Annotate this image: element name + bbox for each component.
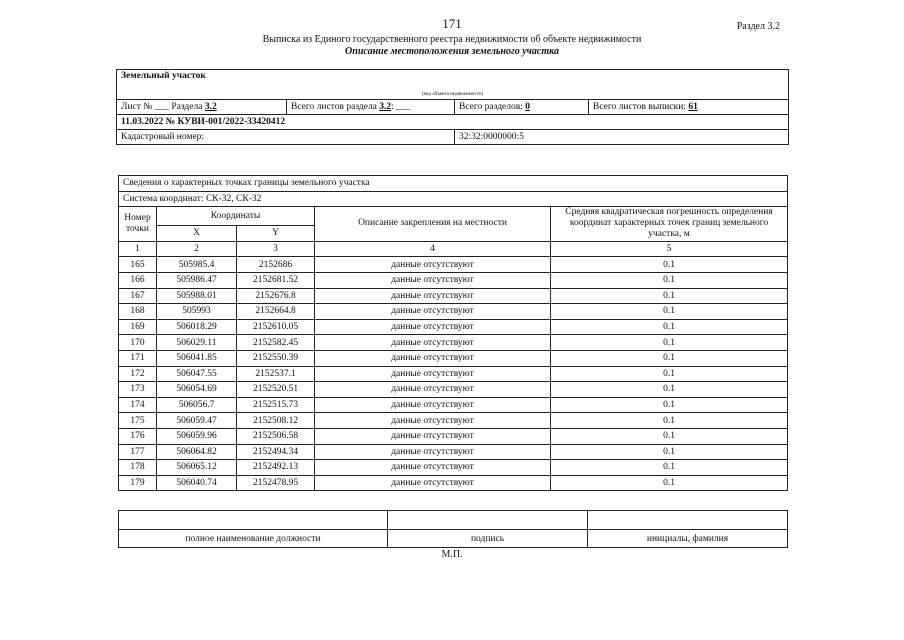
coord-y: 2152494.34 [237, 444, 315, 460]
description: данные отсутствуют [315, 335, 551, 351]
page-number: 171 [442, 16, 462, 31]
coord-y: 2152478.95 [237, 475, 315, 491]
point-number: 177 [119, 444, 157, 460]
error-value: 0.1 [551, 413, 788, 429]
coord-x: 506040.74 [157, 475, 237, 491]
description: данные отсутствуют [315, 288, 551, 304]
coord-y: 2152492.13 [237, 460, 315, 476]
coord-y: 2152508.12 [237, 413, 315, 429]
table-row [119, 335, 788, 351]
coord-y: 2152686 [237, 257, 315, 273]
cadastral-value: 32:32:0000000:5 [455, 130, 789, 145]
sheet-section-value: 3.2 [204, 102, 217, 112]
total-sections-prefix: Всего разделов: [459, 102, 523, 112]
point-number: 168 [119, 304, 157, 320]
coord-x: 505993 [157, 304, 237, 320]
document-subtitle: Выписка из Единого государственного реестра недвижимости об объекте недвижимости [262, 34, 642, 45]
error-value: 0.1 [551, 397, 788, 413]
total-sheets-extract-prefix: Всего листов выписки: [593, 102, 686, 112]
coord-x: 506029.11 [157, 335, 237, 351]
point-number: 167 [119, 288, 157, 304]
table-row [119, 288, 788, 304]
table-row [119, 397, 788, 413]
point-number: 171 [119, 350, 157, 366]
col-num-3: 3 [237, 241, 315, 257]
col-error-header: Средняя квадратическая погрешность определения координат характерных точек границ земельного участка, м [551, 207, 788, 242]
point-number: 173 [119, 382, 157, 398]
description: данные отсутствуют [315, 475, 551, 491]
coord-x: 505988.01 [157, 288, 237, 304]
description: данные отсутствуют [315, 428, 551, 444]
signature-label: подпись [388, 530, 588, 548]
coord-y: 2152537.1 [237, 366, 315, 382]
col-desc-header: Описание закрепления на местности [315, 207, 551, 242]
boundary-points-table [118, 175, 788, 491]
total-sheets-extract-value: 61 [688, 102, 698, 112]
col-num-5: 5 [551, 241, 788, 257]
initials-label: инициалы, фамилия [588, 530, 788, 548]
point-number: 178 [119, 460, 157, 476]
table-row [119, 366, 788, 382]
signature-table [118, 510, 788, 548]
coord-x: 505986.47 [157, 272, 237, 288]
error-value: 0.1 [551, 272, 788, 288]
error-value: 0.1 [551, 304, 788, 320]
description: данные отсутствуют [315, 413, 551, 429]
table-row [119, 350, 788, 366]
coord-x: 506065.12 [157, 460, 237, 476]
coord-y: 2152550.39 [237, 350, 315, 366]
col-y-header: Y [237, 226, 315, 242]
table-row [119, 257, 788, 273]
document-title: Описание местоположения земельного участка [345, 46, 559, 57]
description: данные отсутствуют [315, 382, 551, 398]
col-point-header: Номер точки [119, 207, 157, 242]
table-row [119, 475, 788, 491]
date-number: 11.03.2022 № КУВИ-001/2022-33420412 [117, 115, 789, 130]
table-row [119, 382, 788, 398]
col-num-4: 4 [315, 241, 551, 257]
stamp-label: М.П. [441, 549, 463, 560]
table-title: Сведения о характерных точках границы земельного участка [119, 176, 788, 192]
coord-system: Система координат: СК-32, СК-32 [119, 191, 788, 207]
error-value: 0.1 [551, 257, 788, 273]
table-row [119, 413, 788, 429]
coord-y: 2152676.8 [237, 288, 315, 304]
error-value: 0.1 [551, 382, 788, 398]
description: данные отсутствуют [315, 257, 551, 273]
point-number: 170 [119, 335, 157, 351]
error-value: 0.1 [551, 475, 788, 491]
table-row [119, 304, 788, 320]
coord-x: 505985.4 [157, 257, 237, 273]
header-table [116, 69, 789, 145]
description: данные отсутствуют [315, 397, 551, 413]
total-sections-value: 0 [525, 102, 531, 112]
coord-x: 506018.29 [157, 319, 237, 335]
total-sheets-section-prefix: Всего листов раздела [291, 102, 377, 112]
description: данные отсутствуют [315, 444, 551, 460]
error-value: 0.1 [551, 319, 788, 335]
coord-x: 506047.55 [157, 366, 237, 382]
signature-blank [388, 511, 588, 530]
point-number: 165 [119, 257, 157, 273]
point-number: 166 [119, 272, 157, 288]
point-number: 179 [119, 475, 157, 491]
object-type-caption: (вид объекта недвижимости) [117, 90, 789, 100]
table-row [119, 319, 788, 335]
position-label: полное наименование должности [119, 530, 388, 548]
description: данные отсутствуют [315, 319, 551, 335]
coord-y: 2152520.51 [237, 382, 315, 398]
error-value: 0.1 [551, 460, 788, 476]
error-value: 0.1 [551, 366, 788, 382]
coord-y: 2152610.05 [237, 319, 315, 335]
error-value: 0.1 [551, 335, 788, 351]
sheet-section-prefix: Раздела [171, 102, 203, 112]
coord-y: 2152664.8 [237, 304, 315, 320]
coord-y: 2152506.58 [237, 428, 315, 444]
description: данные отсутствуют [315, 304, 551, 320]
cadastral-label: Кадастровый номер: [117, 130, 455, 145]
description: данные отсутствуют [315, 350, 551, 366]
error-value: 0.1 [551, 428, 788, 444]
description: данные отсутствуют [315, 272, 551, 288]
total-sheets-extract-cell [589, 100, 789, 115]
initials-blank [588, 511, 788, 530]
total-sheets-section-value: 3.2 [379, 102, 392, 112]
col-num-1: 1 [119, 241, 157, 257]
position-blank [119, 511, 388, 530]
coord-x: 506064.82 [157, 444, 237, 460]
coord-x: 506041.85 [157, 350, 237, 366]
point-number: 169 [119, 319, 157, 335]
description: данные отсутствуют [315, 366, 551, 382]
point-number: 172 [119, 366, 157, 382]
col-num-2: 2 [157, 241, 237, 257]
section-label: Раздел 3.2 [736, 21, 780, 32]
error-value: 0.1 [551, 350, 788, 366]
col-x-header: X [157, 226, 237, 242]
error-value: 0.1 [551, 288, 788, 304]
total-sheets-section-cell: Всего листов раздела 3.2: ___ [287, 100, 455, 115]
col-coords-header: Координаты [157, 207, 315, 226]
coord-y: 2152582.45 [237, 335, 315, 351]
coord-x: 506054.69 [157, 382, 237, 398]
point-number: 174 [119, 397, 157, 413]
table-row [119, 444, 788, 460]
total-sections-cell [455, 100, 589, 115]
coord-x: 506056.7 [157, 397, 237, 413]
error-value: 0.1 [551, 444, 788, 460]
object-type: Земельный участок [117, 70, 789, 91]
table-row [119, 272, 788, 288]
sheet-prefix: Лист № [121, 102, 153, 112]
coord-y: 2152681.52 [237, 272, 315, 288]
coord-x: 506059.47 [157, 413, 237, 429]
point-number: 176 [119, 428, 157, 444]
description: данные отсутствуют [315, 460, 551, 476]
coord-x: 506059.96 [157, 428, 237, 444]
table-row [119, 428, 788, 444]
sheet-number-cell: Лист № ___ Раздела 3.2 [117, 100, 287, 115]
coord-y: 2152515.73 [237, 397, 315, 413]
point-number: 175 [119, 413, 157, 429]
table-row [119, 460, 788, 476]
